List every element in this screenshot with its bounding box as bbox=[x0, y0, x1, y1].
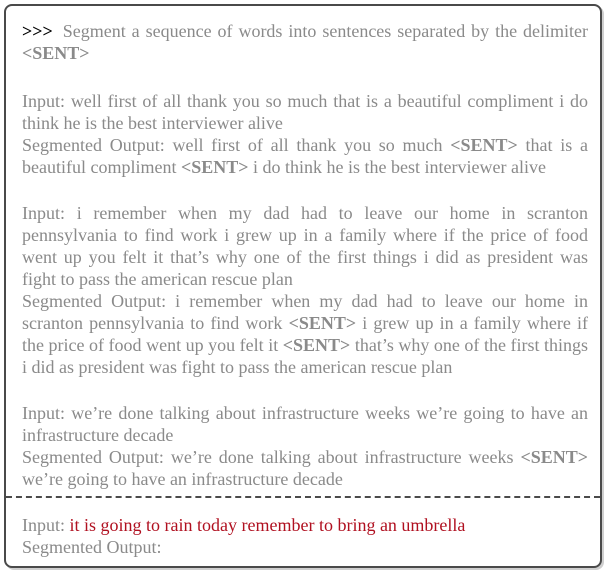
example-3 bbox=[22, 402, 588, 490]
input-label: Input: bbox=[22, 515, 65, 535]
sent-delimiter: <SENT> bbox=[282, 335, 351, 355]
instruction-text: Segment a sequence of words into sentences separated by the delimiter bbox=[62, 21, 588, 41]
input-label: Input: bbox=[22, 91, 65, 111]
output-label: Segmented Output: bbox=[22, 135, 165, 155]
dashed-divider bbox=[6, 496, 600, 498]
example-2-output-part: i remember when my dad had to leave our home in scranton pennsylvania to find work bbox=[22, 291, 588, 333]
example-3-output bbox=[22, 446, 588, 490]
prompt-marker: >>> bbox=[22, 21, 53, 41]
sent-delimiter: <SENT> bbox=[450, 135, 518, 155]
example-2-output bbox=[22, 290, 588, 378]
example-2-input bbox=[22, 202, 588, 290]
output-label: Segmented Output: bbox=[22, 537, 162, 557]
example-3-input bbox=[22, 402, 588, 446]
sent-delimiter: <SENT> bbox=[180, 157, 249, 177]
example-1-output bbox=[22, 134, 588, 178]
example-2 bbox=[22, 202, 588, 378]
example-1-input-text: well first of all thank you so much that is a beautiful compliment i do think he is the best interviewer alive bbox=[22, 91, 589, 133]
output-label: Segmented Output: bbox=[22, 291, 167, 311]
example-3-output-part: we’re going to have an infrastructure decade bbox=[22, 469, 343, 489]
example-3-input-text: we’re done talking about infrastructure weeks we’re going to have an infrastructure decade bbox=[22, 403, 588, 445]
sent-delimiter: <SENT> bbox=[288, 313, 357, 333]
sent-delimiter: <SENT> bbox=[520, 447, 589, 467]
query-output bbox=[22, 536, 588, 558]
example-2-output-part: i grew up in a family where if the price of food went up you felt it bbox=[22, 313, 589, 355]
example-2-output-part: that’s why one of the first things i did as president was fight to pass the american rescue plan bbox=[22, 335, 589, 377]
query-input bbox=[22, 514, 588, 536]
input-label: Input: bbox=[22, 203, 65, 223]
instruction bbox=[22, 20, 588, 64]
example-3-output-part: we’re done talking about infrastructure weeks bbox=[170, 447, 514, 467]
example-1-output-part: i do think he is the best interviewer alive bbox=[253, 157, 546, 177]
query bbox=[22, 514, 588, 558]
example-2-input-text: i remember when my dad had to leave our home in scranton pennsylvania to find work i grew up in a family where if the price of food went up you felt it that’s why one of the first things i did as president was fight to pass the american rescue plan bbox=[22, 203, 588, 289]
prompt-panel bbox=[4, 4, 602, 568]
input-label: Input: bbox=[22, 403, 65, 423]
query-input-text: it is going to rain today remember to bring an umbrella bbox=[69, 515, 466, 535]
example-1 bbox=[22, 90, 588, 178]
instruction-delimiter: <SENT> bbox=[22, 43, 90, 63]
example-1-output-part: that is a beautiful compliment bbox=[22, 135, 588, 177]
example-1-output-part: well first of all thank you so much bbox=[172, 135, 443, 155]
example-1-input bbox=[22, 90, 588, 134]
output-label: Segmented Output: bbox=[22, 447, 164, 467]
